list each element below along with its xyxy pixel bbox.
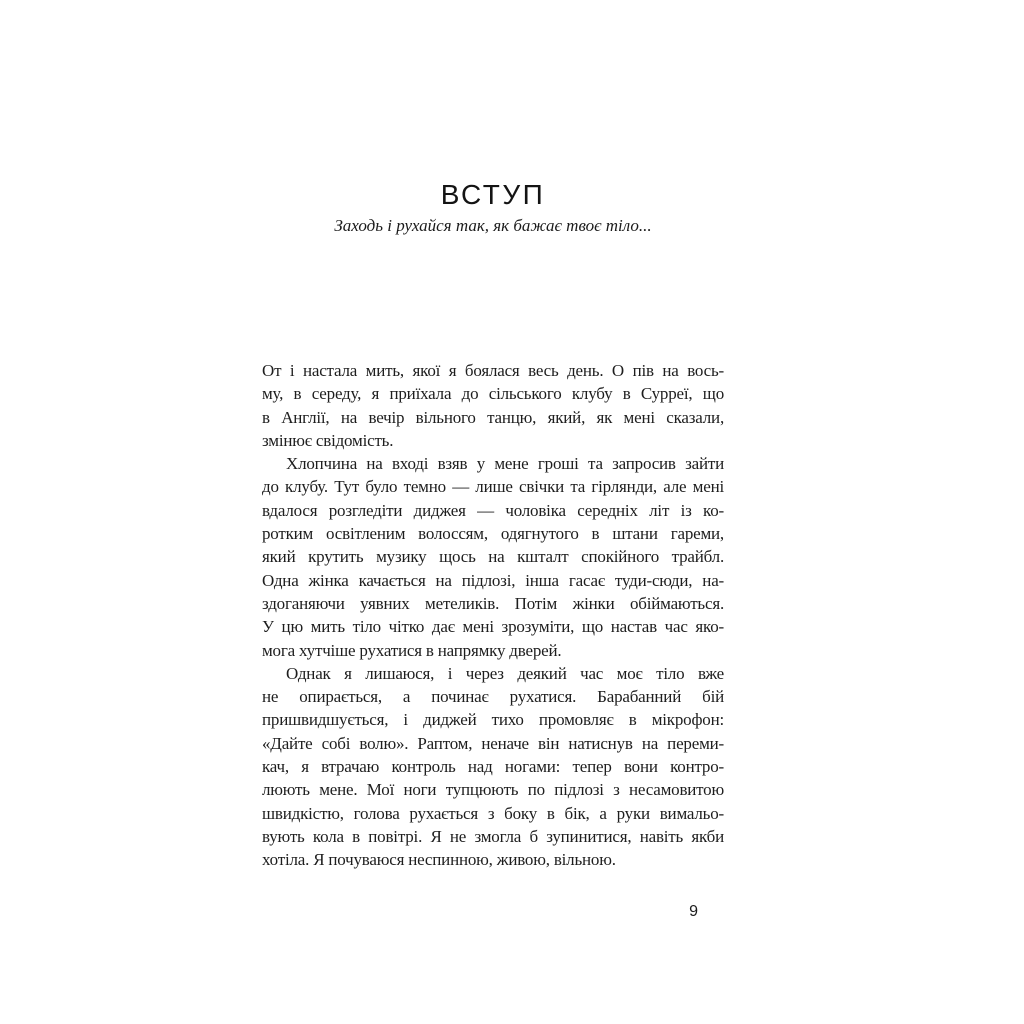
body-line: У цю мить тіло чітко дає мені зрозуміти, що настав час яко-: [262, 617, 724, 637]
body-line: вдалося розгледіти диджея — чоловіка середніх літ із ко-: [262, 500, 724, 520]
body-line: Хлопчина на вході взяв у мене гроші та запросив зайти: [286, 454, 724, 474]
body-line: Однак я лишаюся, і через деякий час моє тіло вже: [286, 663, 724, 683]
chapter-title: ВСТУП: [440, 178, 546, 210]
body-line: люють мене. Мої ноги тупцюють по підлозі з несамовитою: [262, 780, 724, 800]
body-line: вують кола в повітрі. Я не змогла б зупинитися, навіть якби: [262, 826, 724, 846]
body-line: в Англії, на вечір вільного танцю, який, як мені сказали,: [262, 407, 724, 427]
page-number: 9: [689, 903, 698, 920]
body-line: не опирається, а починає рухатися. Барабанний бій: [262, 687, 724, 707]
body-line: пришвидшується, і диджей тихо промовляє в мікрофон:: [262, 710, 724, 730]
body-line: От і настала мить, якої я боялася весь день. О пів на вось-: [262, 361, 724, 380]
body-line: здоганяючи уявних метеликів. Потім жінки обіймаються.: [262, 593, 724, 613]
body-text: [262, 359, 724, 872]
body-line: кач, я втрачаю контроль над ногами: тепер вони контро-: [262, 757, 724, 777]
body-line: швидкістю, голова рухається з боку в бік, а руки вимальо-: [262, 803, 724, 823]
text-column: [262, 0, 724, 1024]
body-line: ротким освітленим волоссям, одягнутого в штани гареми,: [262, 524, 724, 544]
body-line: «Дайте собі волю». Раптом, неначе він натиснув на переми-: [262, 733, 724, 753]
epigraph: Заходь і рухайся так, як бажає твоє тіло...: [334, 216, 652, 235]
body-line: до клубу. Тут було темно — лише свічки та гірлянди, але мені: [262, 477, 724, 497]
body-line: змінює свідомість.: [262, 430, 394, 450]
body-line: мога хутчіше рухатися в напрямку дверей.: [262, 640, 562, 660]
body-line: му, в середу, я приїхала до сільського клубу в Сурреї, що: [262, 384, 724, 404]
body-line: хотіла. Я почуваюся неспинною, живою, вільною.: [262, 850, 616, 870]
body-line: який крутить музику щось на кшталт спокійного трайбл.: [262, 547, 724, 567]
body-line: Одна жінка качається на підлозі, інша гасає туди-сюди, на-: [262, 570, 724, 590]
